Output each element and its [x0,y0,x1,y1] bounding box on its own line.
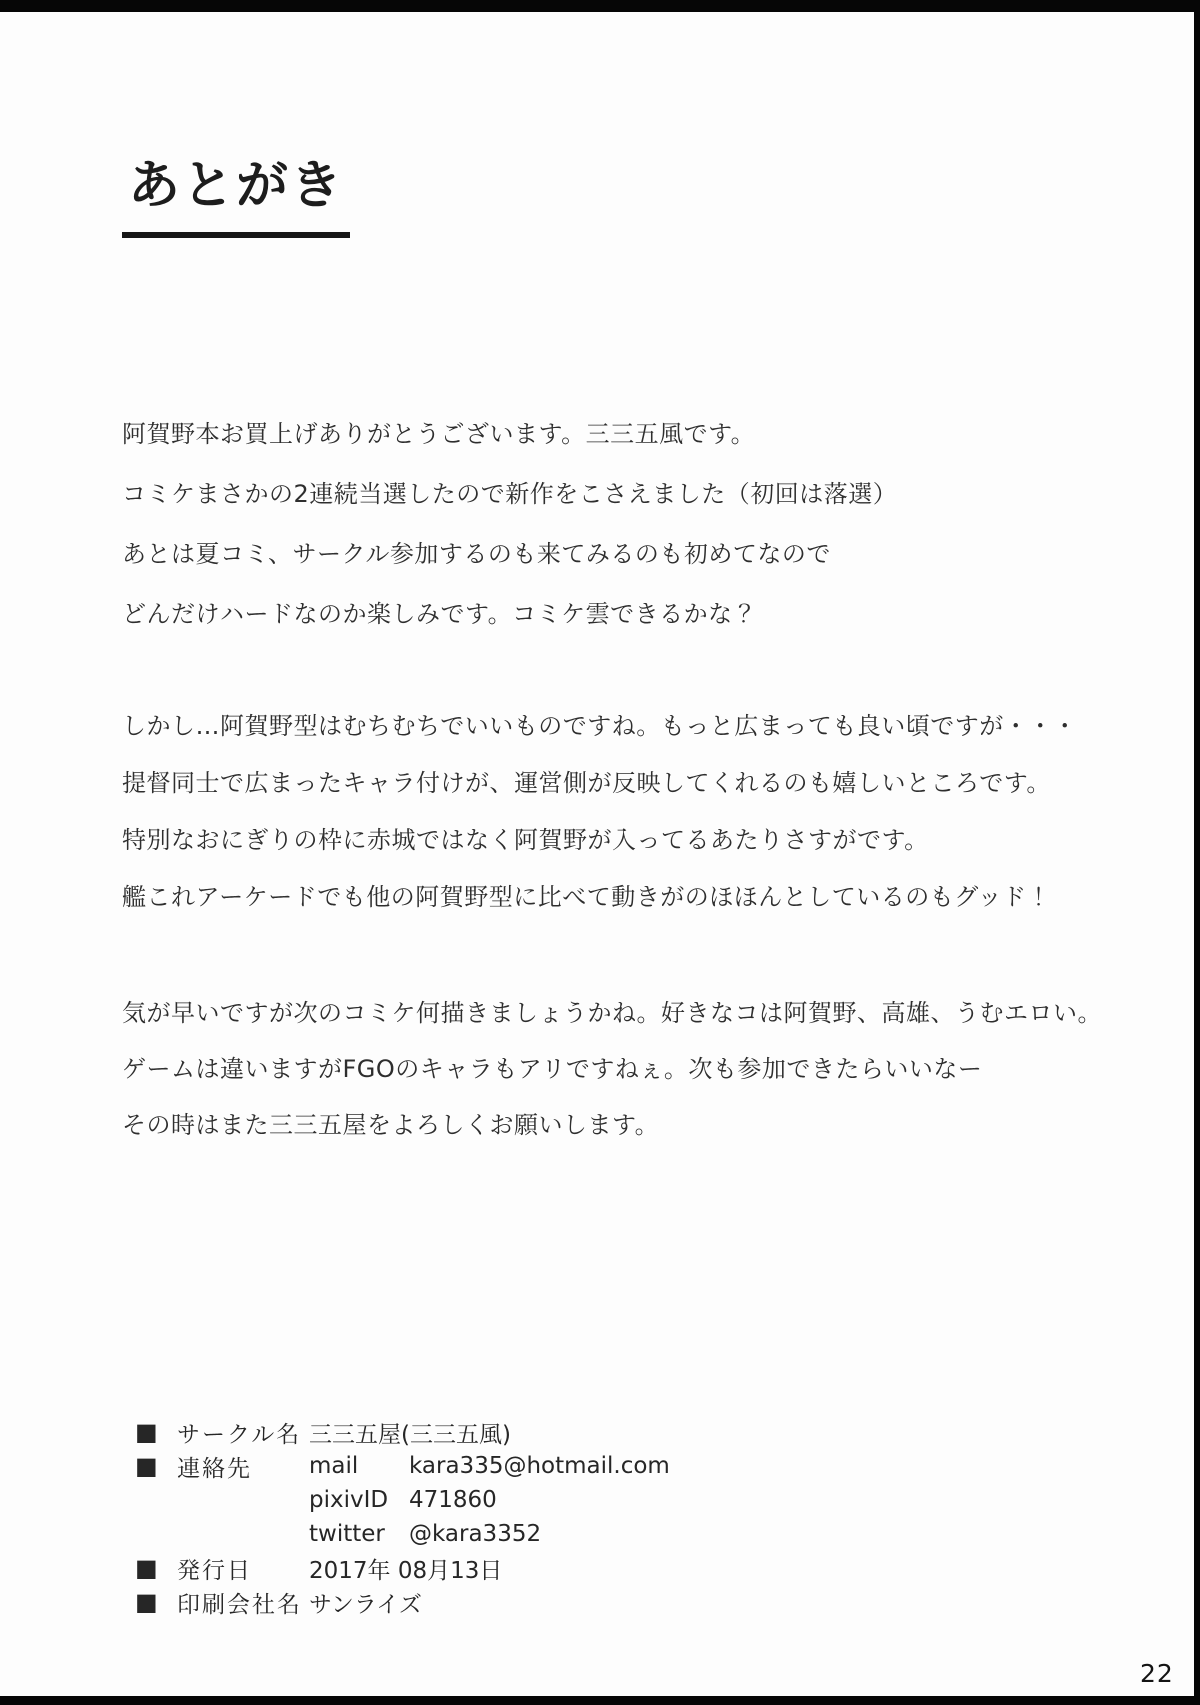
scan-border-right [1194,0,1200,1705]
colophon-value: kara335@hotmail.com [409,1453,670,1479]
page-number: 22 [1140,1659,1174,1688]
colophon-key: 三三五屋(三三五風) [309,1421,511,1448]
text-line: しかし…阿賀野型はむちむちでいいものですね。もっと広まっても良い頃ですが・・・ [122,712,1078,740]
colophon-label: 印刷会社名 [177,1591,302,1618]
colophon-value: 471860 [409,1487,497,1513]
colophon-label: サークル名 [177,1421,302,1448]
bullet-square-icon: ■ [135,1452,158,1480]
colophon-row-contact-mail [135,1449,670,1483]
colophon-row-publish-date [135,1551,670,1585]
colophon-value: @kara3352 [409,1521,542,1547]
colophon-row-circle-name [135,1415,670,1449]
text-line: 阿賀野本お買上げありがとうございます。三三五風です。 [122,420,756,448]
page-title: あとがき [122,152,350,238]
bullet-square-icon: ■ [135,1418,158,1446]
colophon-key: サンライズ [309,1591,422,1618]
paragraph-next-comiket [122,985,1102,1153]
text-line: コミケまさかの2連続当選したので新作をこさえました（初回は落選） [122,480,898,508]
scan-border-top [0,0,1200,12]
scan-border-bottom [0,1696,1200,1705]
colophon-row-printer [135,1585,670,1619]
paragraph-agano [122,698,1077,926]
paragraph-greeting [122,404,897,644]
bullet-square-icon: ■ [135,1554,158,1582]
colophon-row-twitter [135,1517,670,1551]
bullet-square-icon: ■ [135,1588,158,1616]
text-line: 提督同士で広まったキャラ付けが、運営側が反映してくれるのも嬉しいところです。 [122,769,1051,797]
colophon-label: 発行日 [177,1557,252,1584]
text-line: ゲームは違いますがFGOのキャラもアリですねぇ。次も参加できたらいいなー [122,1055,983,1083]
colophon-key: 2017年 08月13日 [309,1557,503,1584]
colophon-key: mail [309,1453,359,1479]
text-line: どんだけハードなのか楽しみです。コミケ雲できるかな？ [122,600,758,628]
text-line: 艦これアーケードでも他の阿賀野型に比べて動きがのほほんとしているのもグッド！ [122,883,1052,911]
text-line: その時はまた三三五屋をよろしくお願いします。 [122,1111,660,1139]
text-line: 気が早いですが次のコミケ何描きましょうかね。好きなコは阿賀野、高雄、うむエロい。 [122,999,1102,1027]
text-line: あとは夏コミ、サークル参加するのも来てみるのも初めてなので [122,540,831,568]
colophon [135,1415,670,1619]
colophon-label: 連絡先 [177,1455,252,1482]
colophon-row-pixiv [135,1483,670,1517]
colophon-key: twitter [309,1521,385,1547]
colophon-key: pixivID [309,1487,389,1513]
text-line: 特別なおにぎりの枠に赤城ではなく阿賀野が入ってるあたりさすがです。 [122,826,929,854]
